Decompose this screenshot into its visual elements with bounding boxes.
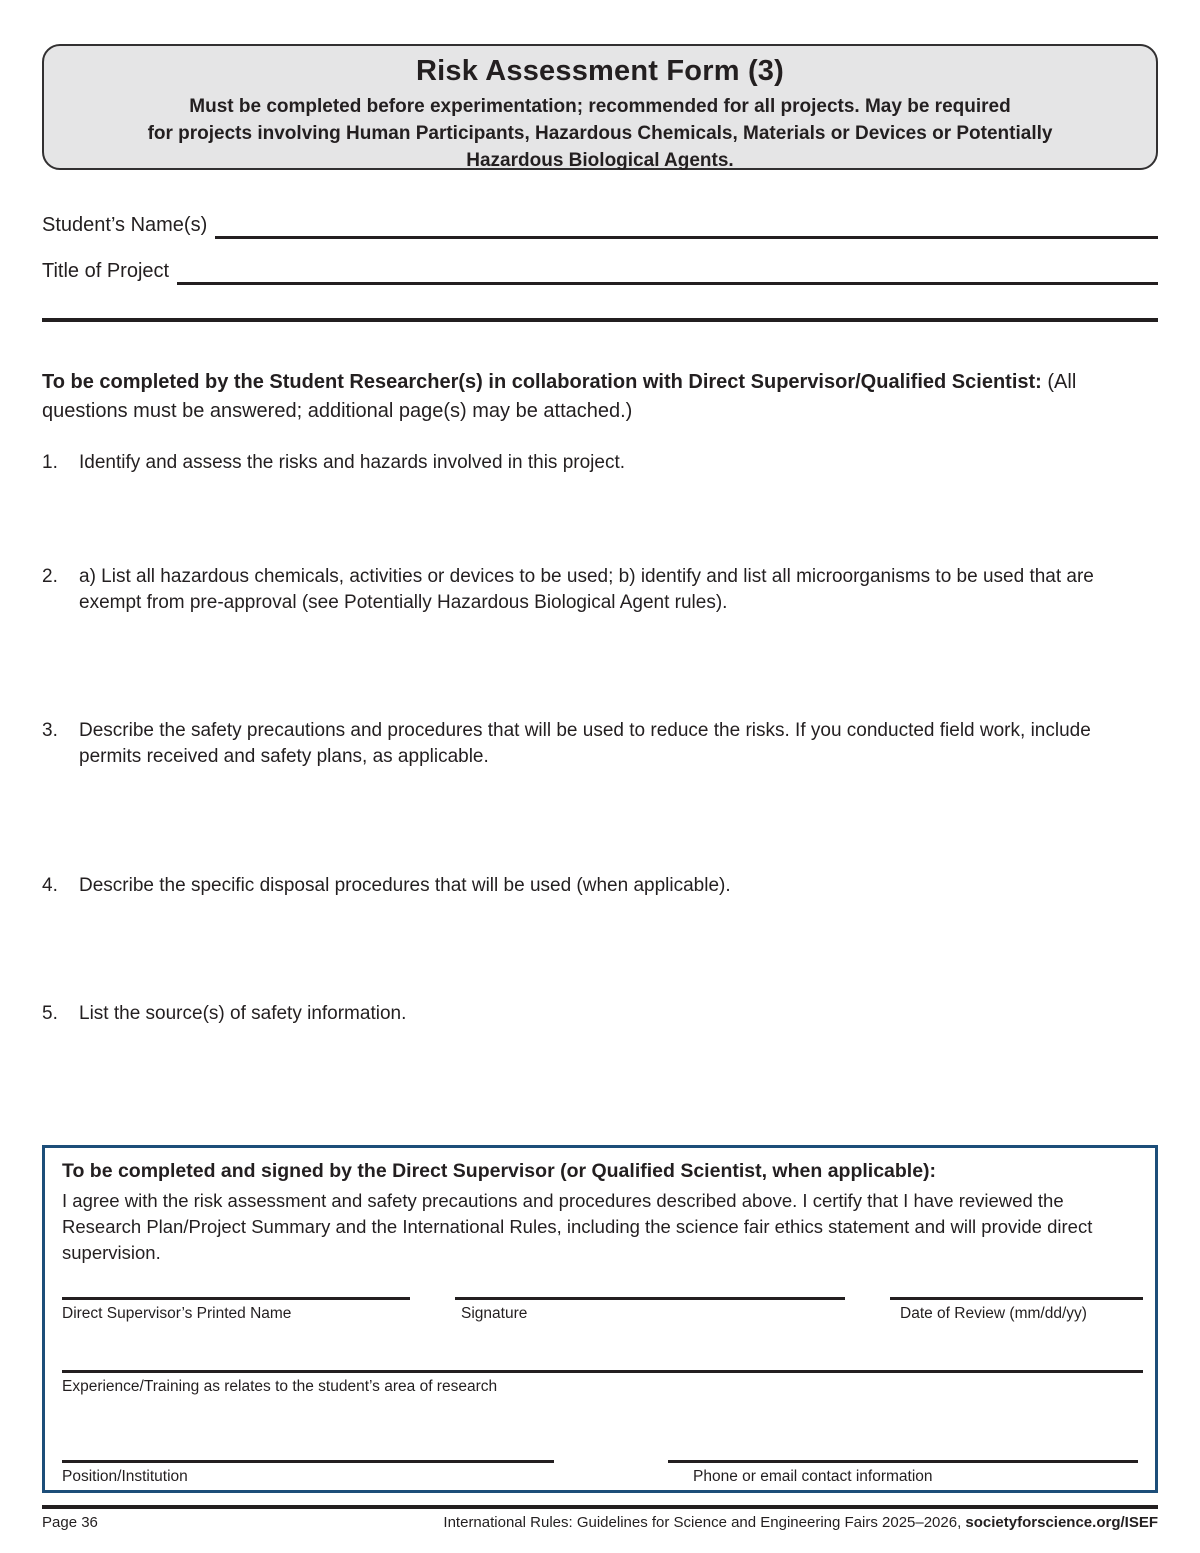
supervisor-printed-name-label: Direct Supervisor’s Printed Name (62, 1305, 292, 1322)
phone-email-contact-label: Phone or email contact information (693, 1468, 933, 1485)
footer-rules-text: International Rules: Guidelines for Science and Engineering Fairs 2025–2026, (443, 1514, 966, 1531)
date-of-review-field[interactable] (890, 1297, 1143, 1323)
supervisor-box-heading: To be completed and signed by the Direct Supervisor (or Qualified Scientist, when applicable): (62, 1160, 937, 1182)
project-title-row (42, 260, 1158, 285)
question-2-text: a) List all hazardous chemicals, activities or devices to be used; b) identify and list all microorganisms to be used that are exempt from pre-approval (see Potentially Hazardous Biological Agent rules). (79, 566, 1094, 613)
question-5-text: List the source(s) of safety information. (79, 1003, 407, 1024)
project-title-label: Title of Project (42, 260, 170, 282)
question-5-number: 5. (42, 1003, 58, 1024)
experience-training-field[interactable] (62, 1370, 1143, 1396)
question-4-text: Describe the specific disposal procedures that will be used (when applicable). (79, 875, 731, 896)
phone-email-contact-field[interactable] (668, 1460, 1138, 1486)
student-section-intro-bold: To be completed by the Student Researcher(s) in collaboration with Direct Supervisor/Qualified Scientist: (42, 371, 1042, 393)
experience-training-label: Experience/Training as relates to the student’s area of research (62, 1378, 498, 1395)
student-name-input-line[interactable] (215, 215, 1158, 239)
project-title-input-line[interactable] (177, 261, 1158, 285)
position-institution-label: Position/Institution (62, 1468, 188, 1485)
page-footer (42, 1514, 1158, 1531)
footer-divider (42, 1505, 1158, 1509)
supervisor-signature-field[interactable] (455, 1297, 845, 1323)
project-title-continuation-line[interactable] (42, 318, 1158, 322)
page-number: Page 36 (42, 1514, 98, 1531)
question-3 (42, 718, 1158, 770)
question-2 (42, 564, 1158, 616)
supervisor-box-statement: I agree with the risk assessment and safety precautions and procedures described above. I certify that I have reviewed the Research Plan/Project Summary and the International Rules, including the science fair ethics statement and will provide direct supervision. (62, 1190, 1093, 1263)
supervisor-printed-name-field[interactable] (62, 1297, 410, 1323)
position-institution-field[interactable] (62, 1460, 554, 1486)
footer-society-link[interactable]: societyforscience.org/ISEF (965, 1514, 1158, 1531)
form-header (42, 44, 1158, 170)
date-of-review-label: Date of Review (mm/dd/yy) (900, 1305, 1087, 1322)
question-4 (42, 873, 1158, 899)
question-3-text: Describe the safety precautions and procedures that will be used to reduce the risks. If you conducted field work, include permits received and safety plans, as applicable. (79, 720, 1091, 767)
supervisor-signoff-box (42, 1145, 1158, 1493)
question-2-number: 2. (42, 566, 58, 587)
form-subtitle-line-1: Must be completed before experimentation; recommended for all projects. May be required (189, 96, 1011, 117)
form-subtitle-line-3: Hazardous Biological Agents. (466, 150, 734, 171)
form-subtitle-line-2: for projects involving Human Participants, Hazardous Chemicals, Materials or Devices or Potentially (147, 123, 1053, 144)
footer-rules-citation (443, 1514, 1158, 1531)
question-4-number: 4. (42, 875, 58, 896)
student-name-row (42, 214, 1158, 239)
question-list (42, 450, 1158, 1027)
supervisor-signature-label: Signature (461, 1305, 528, 1322)
form-title: Risk Assessment Form (3) (416, 55, 784, 87)
student-name-label: Student’s Name(s) (42, 214, 208, 236)
question-5 (42, 1001, 1158, 1027)
form-subtitle (44, 93, 1156, 174)
question-1-number: 1. (42, 452, 58, 473)
student-section-intro (42, 368, 1158, 426)
question-3-number: 3. (42, 720, 58, 741)
student-section-intro-normal: (All questions must be answered; additional page(s) may be attached.) (42, 371, 1077, 422)
question-1-text: Identify and assess the risks and hazards involved in this project. (79, 452, 626, 473)
question-1 (42, 450, 1158, 476)
